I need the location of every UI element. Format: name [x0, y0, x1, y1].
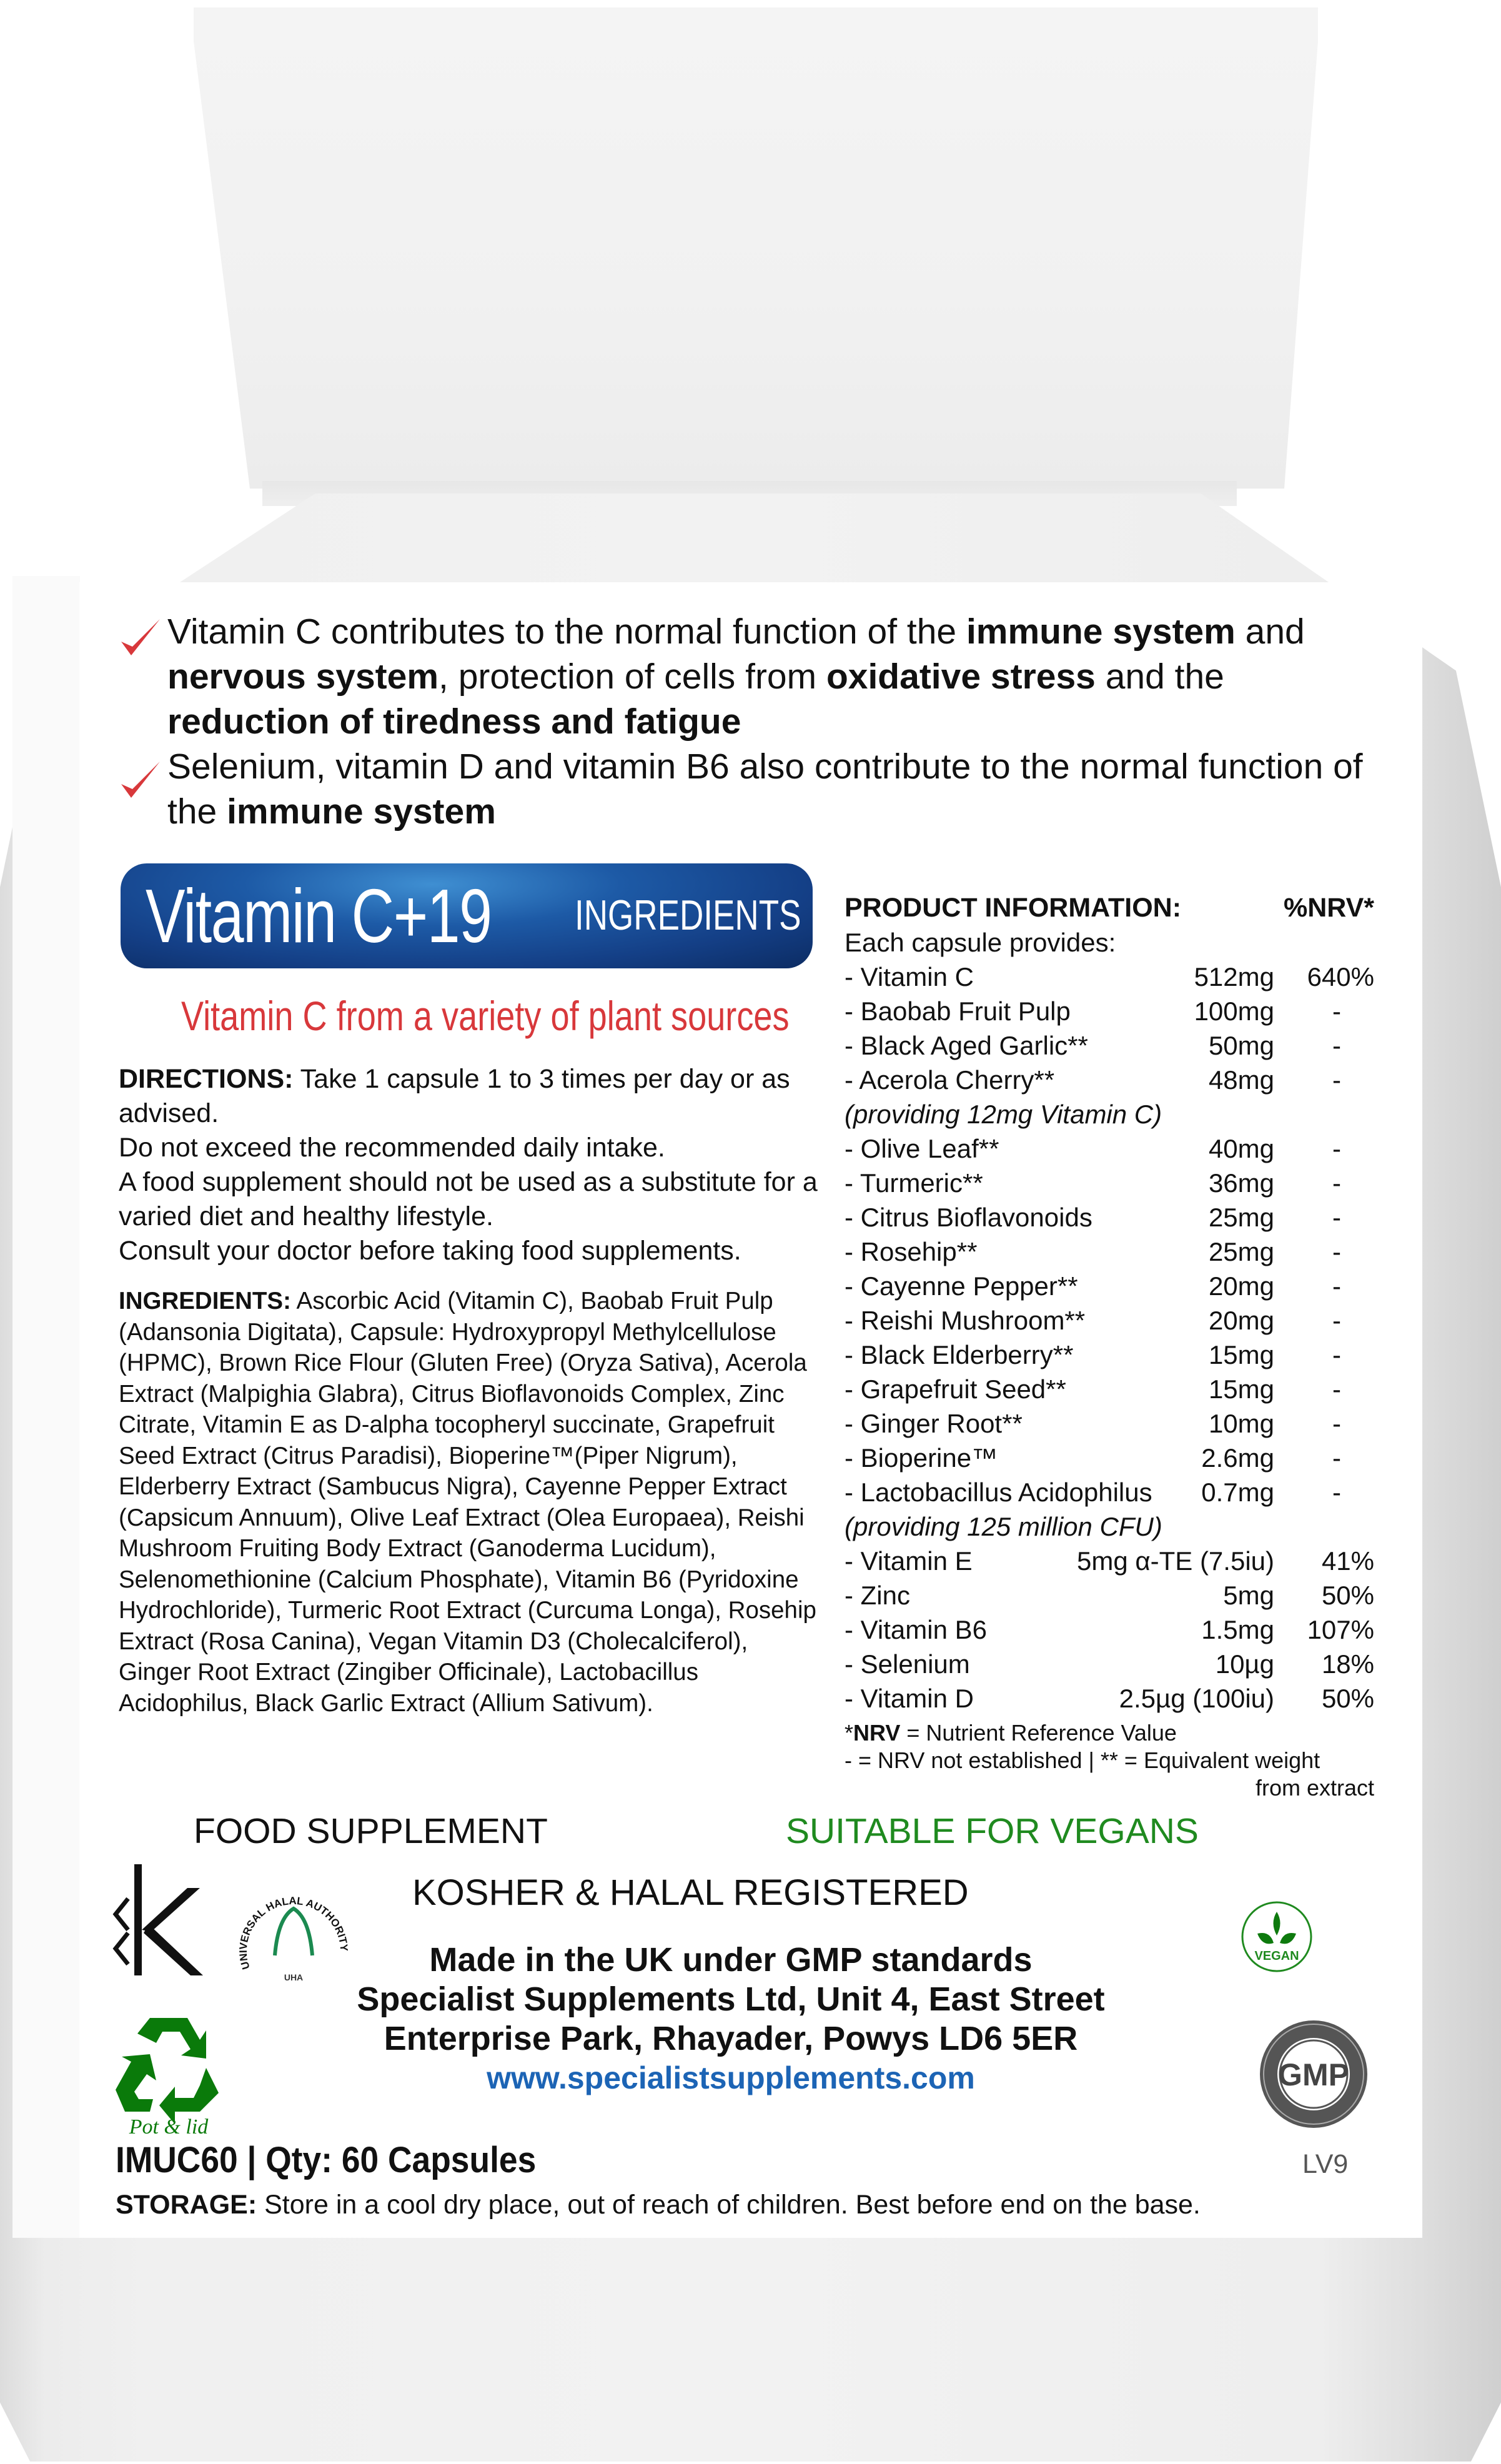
nutrient-amount: 5mg α-TE (7.5iu)	[1076, 1546, 1274, 1576]
svg-text:VEGAN: VEGAN	[1254, 1949, 1299, 1963]
nrv-footnotes: *NRV = Nutrient Reference Value - = NRV not established | ** = Equivalent weight from extract	[845, 1720, 1374, 1801]
svg-text:UHA: UHA	[284, 1972, 304, 1982]
storage-text: Store in a cool dry place, out of reach of children. Best before end on the base.	[257, 2190, 1201, 2220]
svg-text:Pot & lid: Pot & lid	[129, 2115, 209, 2137]
nutrient-amount: 15mg	[1208, 1340, 1274, 1369]
nutrient-name: - Selenium	[845, 1649, 970, 1679]
nutrient-row	[845, 1612, 1374, 1647]
nutrient-amount: 50mg	[1208, 1031, 1274, 1060]
nutrient-name: - Zinc	[845, 1581, 910, 1610]
nutrient-nrv: -	[1332, 1237, 1341, 1266]
nutrient-amount: 48mg	[1208, 1065, 1274, 1095]
label-side-panel	[12, 576, 80, 2238]
nutrient-name: - Vitamin C	[845, 962, 974, 991]
health-claims	[119, 609, 1368, 834]
nutrient-nrv: 640%	[1307, 962, 1374, 991]
nutrient-amount: 512mg	[1194, 962, 1274, 991]
nutrient-name: - Vitamin E	[845, 1546, 973, 1576]
nutrient-nrv: -	[1332, 1203, 1341, 1232]
nutrient-nrv: 50%	[1321, 1684, 1374, 1713]
nutrient-name: - Olive Leaf**	[845, 1134, 999, 1163]
nutrient-nrv: -	[1332, 1134, 1341, 1163]
svg-text:UNIVERSAL HALAL AUTHORITY: UNIVERSAL HALAL AUTHORITY	[237, 1894, 350, 1971]
manufacturer-block	[250, 1940, 1212, 2098]
ingredients-text: Ascorbic Acid (Vitamin C), Baobab Fruit Pulp (Adansonia Digitata), Capsule: Hydroxypropyl Methylcellulose (HPMC), Brown Rice Flour (Gluten Free) (Oryza Sativa), Acerola Extract (Malpighia Glabra), Citrus Bioflavonoids Complex, Zinc Citrate, Vitamin E as D-alpha tocopheryl succinate, Grapefruit Seed Extract (Citrus Paradisi), Bioperine™(Piper Nigrum), Elderberry Extract (Sambucus Nigra), Cayenne Pepper Extract (Capsicum Annuum), Olive Leaf Extract (Olea Europaea), Reishi Mushroom Fruiting Body Extract (Ganoderma Lucidum), Selenomethionine (Calcium Phosphate), Vitamin B6 (Pyridoxine Hydrochloride), Turmeric Root Extract (Curcuma Longa), Rosehip Extract (Rosa Canina), Vegan Vitamin D3 (Cholecalciferol), Ginger Root Extract (Zingiber Officinale), Lactobacillus Acidophilus, Black Garlic Extract (Allium Sativum).	[119, 1288, 816, 1717]
footnote-dash-cont: from extract	[1255, 1775, 1374, 1801]
nutrient-nrv: 41%	[1321, 1546, 1374, 1576]
nutrient-rows	[845, 960, 1374, 1716]
nutrient-nrv: 50%	[1321, 1581, 1374, 1610]
svg-text:GMP: GMP	[1278, 2057, 1349, 2092]
nutrient-amount: 1.5mg	[1201, 1615, 1274, 1644]
made-in-uk: Made in the UK under GMP standards	[429, 1941, 1033, 1979]
nutrient-name: - Vitamin D	[845, 1684, 974, 1713]
nutrient-name: - Bioperine™	[845, 1443, 998, 1473]
nutrient-amount: 0.7mg	[1201, 1478, 1274, 1507]
storage-label: STORAGE:	[116, 2190, 257, 2220]
product-title-banner	[121, 863, 813, 968]
product-title: Vitamin C+19	[146, 873, 492, 958]
nutrient-nrv: 18%	[1321, 1649, 1374, 1679]
recycle-icon	[112, 2005, 225, 2137]
nutrient-row	[845, 1131, 1374, 1166]
nutrient-amount: 10µg	[1215, 1649, 1274, 1679]
nutrient-row	[845, 1578, 1374, 1612]
claim-item	[119, 744, 1368, 834]
nutrient-row	[845, 1269, 1374, 1303]
nutrient-name: - Turmeric**	[845, 1168, 983, 1198]
nutrient-note: (providing 125 million CFU)	[845, 1512, 1162, 1541]
kosher-logo-icon	[112, 1864, 219, 1977]
nutrient-amount: 40mg	[1208, 1134, 1274, 1163]
product-information-table	[845, 890, 1374, 1802]
ingredients-block	[119, 1286, 825, 1719]
nutrient-amount: 2.5µg (100iu)	[1119, 1684, 1274, 1713]
food-supplement-label: FOOD SUPPLEMENT	[194, 1811, 548, 1851]
nutrient-amount: 36mg	[1208, 1168, 1274, 1198]
claim-text: Selenium, vitamin D and vitamin B6 also contribute to the normal function of the immune system	[167, 747, 1363, 832]
nutrient-row	[845, 1303, 1374, 1338]
product-title-suffix: INGREDIENTS	[575, 892, 801, 939]
claim-text: Vitamin C contributes to the normal function of the immune system and nervous system, protection of cells from oxidative stress and the reduction of tiredness and fatigue	[167, 612, 1305, 742]
nutrient-row	[845, 1406, 1374, 1441]
nutrient-row	[845, 1234, 1374, 1269]
nutrient-nrv: -	[1332, 996, 1341, 1026]
product-subtitle: Vitamin C from a variety of plant sources	[181, 993, 790, 1039]
nutrient-row	[845, 1338, 1374, 1372]
nutrient-row	[845, 1647, 1374, 1681]
nutrient-nrv: -	[1332, 1340, 1341, 1369]
gmp-badge-icon	[1257, 2018, 1370, 2130]
directions-line: Do not exceed the recommended daily intake.	[119, 1133, 665, 1163]
nutrient-nrv: -	[1332, 1409, 1341, 1438]
nutrient-nrv: -	[1332, 1374, 1341, 1404]
nutrient-name: - Reishi Mushroom**	[845, 1306, 1086, 1335]
nutrient-nrv: -	[1332, 1031, 1341, 1060]
nutrient-nrv: -	[1332, 1478, 1341, 1507]
address-line-1: Specialist Supplements Ltd, Unit 4, East Street	[357, 1980, 1105, 2018]
nutrient-amount: 25mg	[1208, 1203, 1274, 1232]
nutrient-note: (providing 12mg Vitamin C)	[845, 1100, 1162, 1129]
nutrient-amount: 100mg	[1194, 996, 1274, 1026]
nutrient-name: - Vitamin B6	[845, 1615, 987, 1644]
check-icon	[119, 758, 162, 802]
nutrient-nrv: -	[1332, 1168, 1341, 1198]
nutrient-nrv: -	[1332, 1306, 1341, 1335]
suitable-for-vegans-label: SUITABLE FOR VEGANS	[786, 1811, 1199, 1851]
nutrient-name: - Acerola Cherry**	[845, 1065, 1055, 1095]
nutrient-row	[845, 960, 1374, 994]
nutrient-name: - Lactobacillus Acidophilus	[845, 1478, 1152, 1507]
nutrient-amount: 15mg	[1208, 1374, 1274, 1404]
directions-line: Consult your doctor before taking food supplements.	[119, 1236, 741, 1266]
directions-block	[119, 1062, 837, 1268]
nutrient-name: - Citrus Bioflavonoids	[845, 1203, 1092, 1232]
nutrient-nrv: -	[1332, 1271, 1341, 1301]
product-info-subtitle: Each capsule provides:	[845, 928, 1116, 957]
nutrient-name: - Black Aged Garlic**	[845, 1031, 1088, 1060]
ingredients-label: INGREDIENTS:	[119, 1288, 291, 1314]
nutrient-row	[845, 1681, 1374, 1716]
nutrient-amount: 20mg	[1208, 1306, 1274, 1335]
nutrient-name: - Ginger Root**	[845, 1409, 1023, 1438]
nutrient-row	[845, 1544, 1374, 1578]
nutrient-name: - Baobab Fruit Pulp	[845, 996, 1071, 1026]
claim-item	[119, 609, 1368, 744]
nutrient-row	[845, 1441, 1374, 1475]
nutrient-row	[845, 994, 1374, 1028]
nutrient-amount: 20mg	[1208, 1271, 1274, 1301]
check-icon	[119, 615, 162, 659]
nutrient-name: - Black Elderberry**	[845, 1340, 1074, 1369]
product-code-quantity: IMUC60 | Qty: 60 Capsules	[116, 2140, 537, 2180]
nutrient-name: - Cayenne Pepper**	[845, 1271, 1078, 1301]
nutrient-name: - Grapefruit Seed**	[845, 1374, 1066, 1404]
bottle-cap	[194, 7, 1318, 489]
nrv-header: %NRV*	[1284, 893, 1374, 923]
nutrient-nrv: -	[1332, 1443, 1341, 1473]
footnote-dash: - = NRV not established | ** = Equivalent weight	[845, 1747, 1320, 1773]
directions-line: Take 1 capsule 1 to 3 times per day or as advised.	[119, 1064, 790, 1128]
website-link[interactable]: www.specialistsupplements.com	[487, 2060, 975, 2095]
nutrient-row	[845, 1475, 1374, 1509]
nutrient-row	[845, 1200, 1374, 1234]
nutrient-nrv: -	[1332, 1065, 1341, 1095]
vegan-badge-icon	[1239, 1880, 1315, 1993]
nutrient-row	[845, 1372, 1374, 1406]
label-version: LV9	[1302, 2149, 1349, 2179]
nutrient-amount: 5mg	[1223, 1581, 1274, 1610]
nutrient-row	[845, 1166, 1374, 1200]
nutrient-amount: 10mg	[1208, 1409, 1274, 1438]
nutrient-name: - Rosehip**	[845, 1237, 978, 1266]
address-line-2: Enterprise Park, Rhayader, Powys LD6 5ER	[384, 2020, 1078, 2057]
nutrient-amount: 25mg	[1208, 1237, 1274, 1266]
kosher-halal-label: KOSHER & HALAL REGISTERED	[412, 1872, 969, 1913]
nutrient-row	[845, 1063, 1374, 1097]
nutrient-row	[845, 1028, 1374, 1063]
directions-line: A food supplement should not be used as a substitute for a varied diet and healthy lifestyle.	[119, 1167, 818, 1231]
nutrient-amount: 2.6mg	[1201, 1443, 1274, 1473]
nutrient-nrv: 107%	[1307, 1615, 1374, 1644]
product-info-title: PRODUCT INFORMATION:	[845, 893, 1182, 923]
storage-instructions	[116, 2190, 1201, 2220]
directions-label: DIRECTIONS:	[119, 1064, 294, 1094]
